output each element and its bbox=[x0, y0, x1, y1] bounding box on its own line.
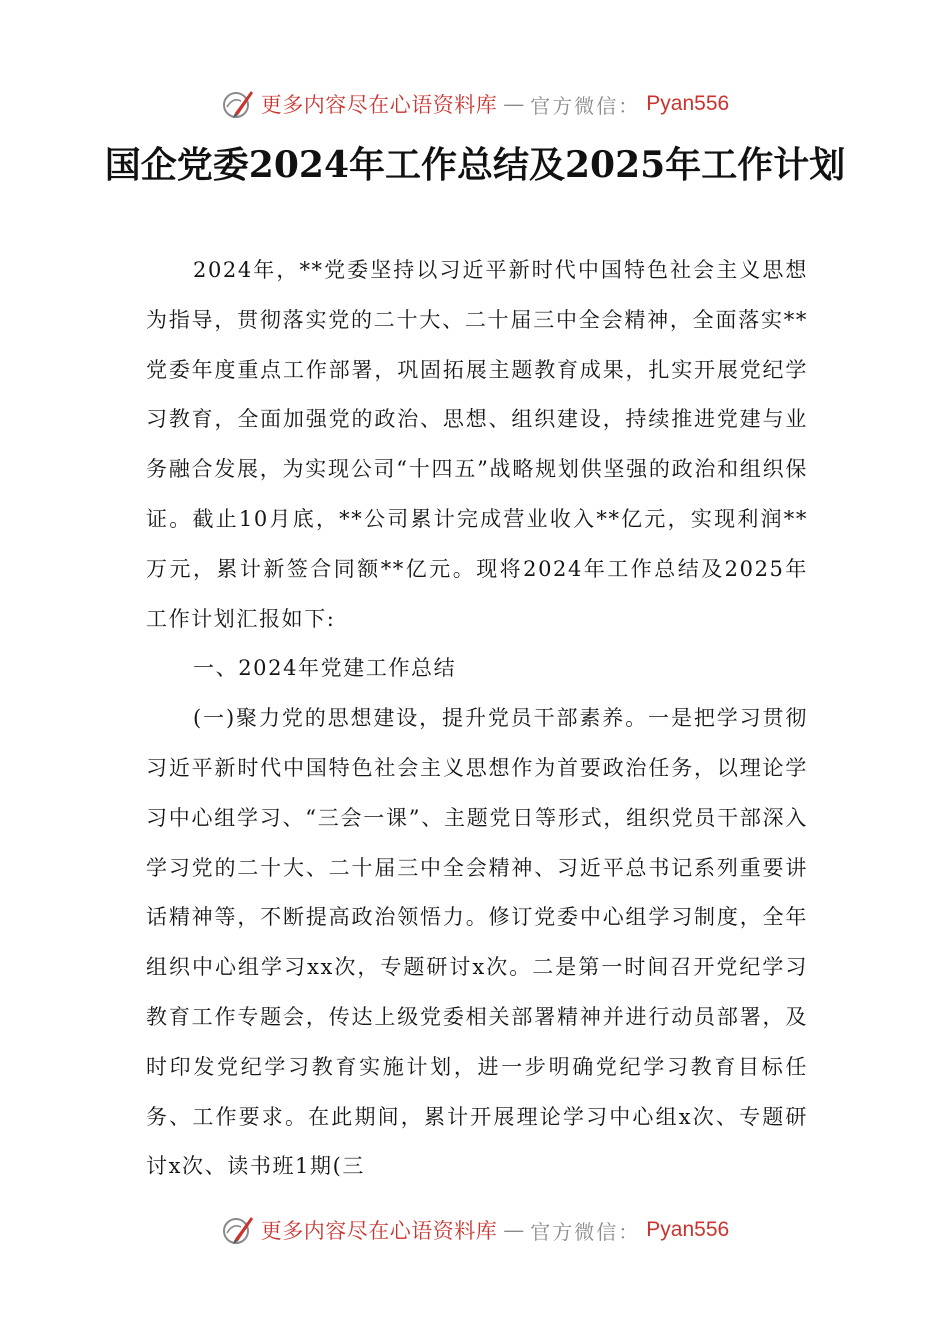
watermark-wechat-label: 官方微信： bbox=[530, 93, 641, 118]
watermark-wechat-id: Pyan556 bbox=[646, 1218, 730, 1241]
document-body bbox=[146, 246, 808, 1192]
watermark-header bbox=[0, 84, 950, 124]
watermark-main-text: 更多内容尽在心语资料库 bbox=[260, 93, 498, 117]
watermark-wechat-id: Pyan556 bbox=[646, 92, 730, 115]
watermark-wechat-label: 官方微信： bbox=[530, 1219, 641, 1244]
document-title: 国企党委2024年工作总结及2025年工作计划 bbox=[104, 144, 846, 186]
watermark-footer bbox=[0, 1210, 950, 1250]
watermark-dash: — bbox=[503, 92, 525, 116]
pen-logo-icon bbox=[221, 87, 255, 121]
intro-paragraph: 2024年，**党委坚持以习近平新时代中国特色社会主义思想为指导，贯彻落实党的二十大、二十届三中全会精神，全面落实**党委年度重点工作部署，巩固拓展主题教育成果，扎实开展党纪学习教育，全面加强党的政治、思想、组织建设，持续推进党建与业务融合发展，为实现公司“十四五”战略规划供坚强的政治和组织保证。截止10月底，**公司累计完成营业收入**亿元，实现利润**万元，累计新签合同额**亿元。现将2024年工作总结及2025年工作计划汇报如下: bbox=[146, 258, 808, 631]
body-paragraph: (一)聚力党的思想建设，提升党员干部素养。一是把学习贯彻习近平新时代中国特色社会主义思想作为首要政治任务，以理论学习中心组学习、“三会一课”、主题党日等形式，组织党员干部深入学习党的二十大、二十届三中全会精神、习近平总书记系列重要讲话精神等，不断提高政治领悟力。修订党委中心组学习制度，全年组织中心组学习xx次，专题研讨x次。二是第一时间召开党纪学习教育工作专题会，传达上级党委相关部署精神并进行动员部署，及时印发党纪学习教育实施计划，进一步明确党纪学习教育目标任务、工作要求。在此期间，累计开展理论学习中心组x次、专题研讨x次、读书班1期(三 bbox=[146, 706, 808, 1179]
watermark-dash: — bbox=[503, 1218, 525, 1242]
watermark-main-text: 更多内容尽在心语资料库 bbox=[260, 1219, 498, 1243]
pen-logo-icon bbox=[221, 1213, 255, 1247]
section-heading: 一、2024年党建工作总结 bbox=[193, 656, 457, 681]
